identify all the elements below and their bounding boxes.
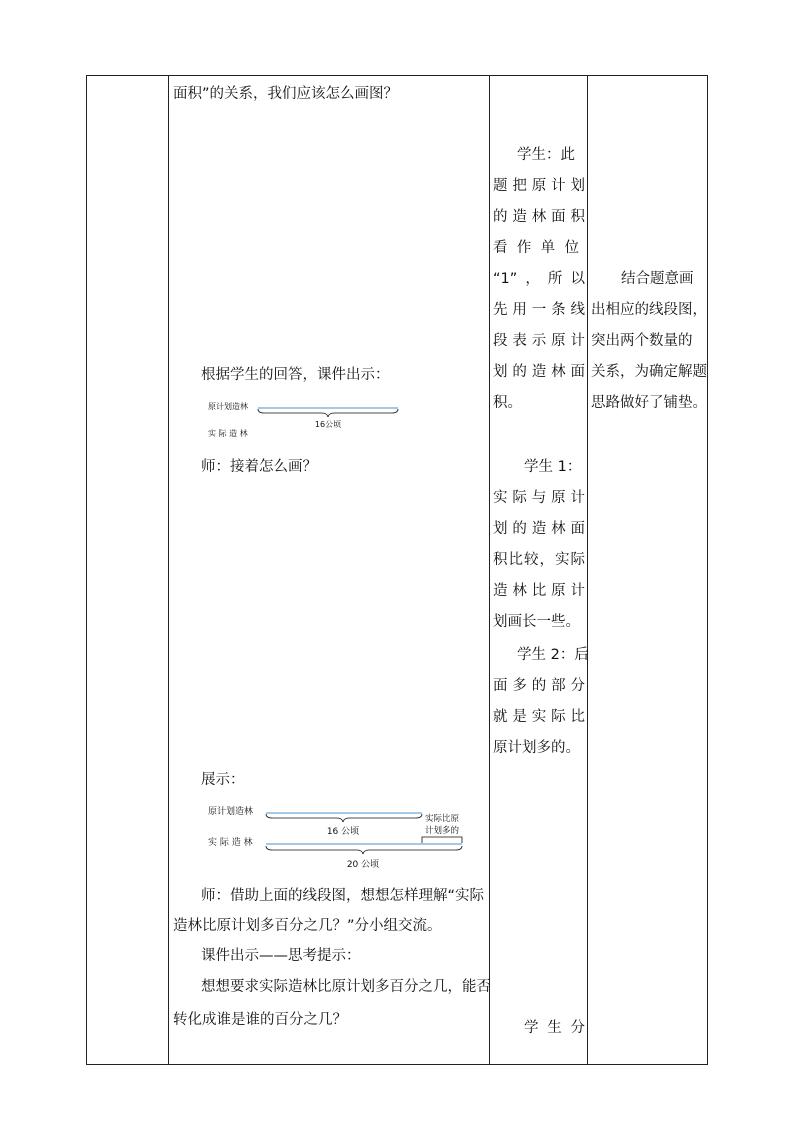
student-answer-d: 学生分	[524, 1020, 585, 1036]
table-border-top	[86, 75, 708, 76]
paragraph-discussion-line1: 师：借助上面的线段图，想想怎样理解“实际	[201, 888, 485, 904]
paragraph-question: 面积”的关系，我们应该怎么画图？	[173, 86, 399, 102]
column-divider-1	[168, 75, 169, 1065]
diagram2-amount-plan: 16 公顷	[326, 827, 360, 837]
student-answer-a: 学生：此 题把原计划 的造林面积 看作单位 “1”，所以 先用一条线 段表示原计 划的造林面 积。	[493, 147, 585, 411]
table-border-bottom	[86, 1064, 708, 1065]
diagram1-label-actual: 实 际 造 林	[208, 429, 248, 438]
student-answer-c: 学生 2：后 面多的部分 就是实际比 原计划多的。	[493, 647, 589, 756]
design-intent-note: 结合题意画 出相应的线段图， 突出两个数量的 关系，为确定解题 思路做好了铺垫。	[591, 271, 707, 411]
column-divider-3	[587, 75, 588, 1065]
table-border-right	[707, 75, 708, 1065]
paragraph-next-step: 师：接着怎么画？	[201, 459, 317, 475]
paragraph-discussion-line2: 造林比原计划多百分之几？”分小组交流。	[173, 918, 442, 934]
diagram2-plan-brace	[266, 814, 422, 822]
table-border-left	[86, 75, 87, 1065]
diagram2-amount-actual: 20 公顷	[346, 860, 380, 870]
diagram1-amount: 16公顷	[314, 420, 342, 429]
diagram2-label-actual: 实 际 造 林	[208, 838, 253, 848]
diagram1-brace	[258, 409, 398, 417]
student-answer-b: 学生 1： 实际与原计 划的造林面 积比较，实际 造林比原计 划画长一些。	[493, 459, 585, 630]
line-diagram-2	[200, 800, 470, 874]
line-diagram-1	[200, 396, 410, 442]
paragraph-courseware-intro: 根据学生的回答，课件出示：	[201, 367, 390, 383]
paragraph-hint-line1: 想想要求实际造林比原计划多百分之几，能否	[201, 979, 491, 995]
diagram2-label-plan: 原计划造林	[208, 807, 254, 817]
diagram2-extra-line2: 计划多的	[425, 826, 460, 836]
paragraph-hint-title: 课件出示——思考提示：	[201, 948, 361, 964]
diagram1-label-plan: 原计划造林	[208, 402, 248, 411]
paragraph-hint-line2: 转化成谁是谁的百分之几？	[173, 1012, 347, 1028]
diagram2-actual-brace	[266, 846, 462, 854]
column-divider-2	[489, 75, 490, 1065]
diagram2-extra-bracket	[422, 837, 462, 843]
diagram2-extra-line1: 实际比原	[425, 814, 460, 824]
paragraph-show: 展示：	[201, 772, 245, 788]
